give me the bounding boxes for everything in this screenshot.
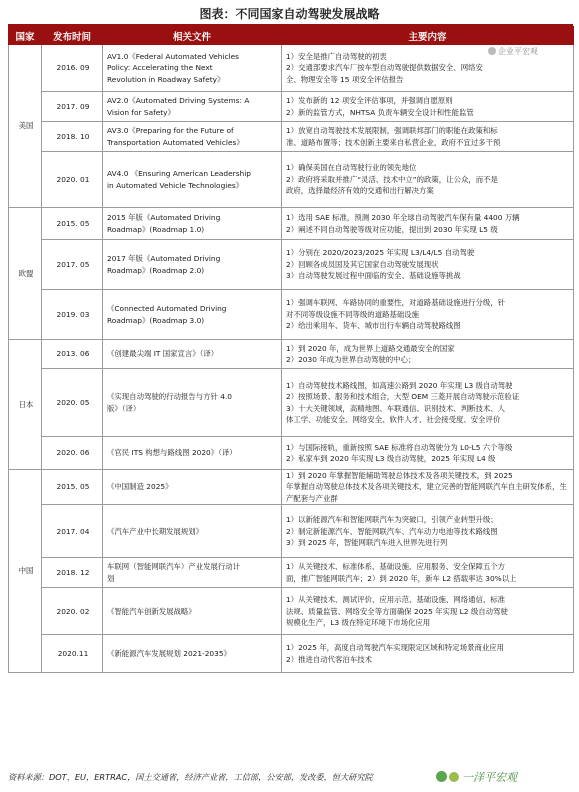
release-time-cell: 2017. 09 [42,92,103,122]
table-row [9,369,574,437]
document-line: Roadmap》(Roadmap 2.0) [107,265,205,275]
table-row [9,152,574,208]
release-time-cell: 2016. 09 [42,45,103,92]
content-cell [282,369,574,437]
content-line: 3）到 2025 年，智能网联汽车进入世界先进行列 [286,538,448,548]
wechat-logo-icon [436,771,447,782]
document-cell [103,505,282,558]
document-cell [103,369,282,437]
content-cell [282,588,574,635]
document-cell [103,240,282,290]
release-time-cell: 2020. 05 [42,369,103,437]
content-line: 1）与国际接轨，重新按照 SAE 标准将自动驾驶分为 L0-L5 六个等级 [286,442,513,452]
content-line: 全、物理安全等 15 项安全评估报告 [286,74,404,84]
content-line: 1）安全是推广自动驾驶的初衷 [286,51,387,61]
release-time-cell: 2015. 05 [42,470,103,505]
content-line: 1）确保美国在自动驾驶行业的领先地位 [286,163,417,173]
table-header-row [9,27,574,45]
document-line: Revolution in Roadway Safety》 [107,74,225,84]
header-document: 相关文件 [103,27,282,45]
content-line: 1）分别在 2020/2023/2025 年实现 L3/L4/L5 自动驾驶 [286,248,475,258]
table-row [9,340,574,369]
content-cell [282,122,574,152]
release-time-cell: 2020. 01 [42,152,103,208]
release-time-cell: 2013. 06 [42,340,103,369]
content-line: 2）推进自动代客泊车技术 [286,654,373,664]
content-line: 法规、质量监管、网络安全等方面确保 2025 年实现 L2 级自动驾驶 [286,606,508,616]
content-line: 1）到 2020 年，成为世界上道路交通最安全的国家 [286,343,455,353]
content-line: 2）制定新能源汽车、智能网联汽车、汽车动力电池等技术路线图 [286,526,498,536]
content-line: 2）私家车到 2020 年实现 L3 级自动驾驶，2025 年实现 L4 级 [286,454,496,463]
table-row [9,558,574,588]
document-line: 划 [107,573,115,583]
content-line: 2）交通部要求汽车厂按车型自动驾驶提供数据安全、网络安 [286,63,483,73]
country-cell: 日本 [9,340,42,470]
content-line: 2）按照场景、服务和技术组合，大型 OEM 三菱开展自动驾驶示范验证 [286,392,520,402]
document-line: AV4.0 《Ensuring American Leadership [107,169,251,179]
table-row [9,635,574,673]
document-cell [103,558,282,588]
content-line: 准、道路布置等；技术创新主要来自私营企业，政府不宜过多干预 [286,137,501,147]
content-line: 1）选用 SAE 标准，预测 2030 年全球自动驾驶汽车保有量 4400 万辆 [286,213,520,223]
header-content: 主要内容 [282,27,574,45]
table-row [9,470,574,505]
content-cell [282,152,574,208]
document-line: AV2.0《Automated Driving Systems: A [107,96,250,106]
content-cell [282,240,574,290]
logo-dot-icon [449,772,459,782]
document-cell [103,208,282,240]
content-line: 对不同等级设施不同等级的道路基础设施 [286,309,420,319]
content-line: 3）自动驾驶发展过程中面临的安全、基础设施等挑战 [286,271,461,281]
release-time-cell: 2020.11 [42,635,103,673]
content-line: 体工学、功能安全、网络安全、软件人才、社会接受度、安全评价 [286,414,501,424]
content-line: 1）从关键技术、测试评价、应用示范、基础设施、网络通信、标准 [286,595,506,605]
release-time-cell: 2018. 12 [42,558,103,588]
content-line: 1）放宽自动驾驶技术发展限制，强调联邦部门的职能在政策和标 [286,126,498,136]
content-line: 1）从关键技术、标准体系、基础设施、应用服务、安全保障五个方 [286,562,506,572]
content-line: 1）强调车联网、车路协同的重要性，对道路基础设施进行分级，针 [286,298,506,308]
content-line: 2）回顾各成员国及其它国家自动驾驶发展现状 [286,259,439,269]
watermark-text: 一洋平宏观 [462,771,517,784]
document-line: Policy: Accelerating the Next [107,63,213,73]
content-line: 1）以新能源汽车和智能网联汽车为突破口，引领产业转型升级； [286,515,498,525]
release-time-cell: 2017. 04 [42,505,103,558]
document-line: 《汽车产业中长期发展规划》 [107,526,204,536]
release-time-cell: 2015. 05 [42,208,103,240]
release-time-cell: 2019. 03 [42,290,103,340]
country-cell: 中国 [9,470,42,673]
document-cell [103,290,282,340]
figure-title: 图表：不同国家自动驾驶发展战略 [199,7,380,21]
table-row [9,92,574,122]
table-row [9,240,574,290]
release-time-cell: 2020. 02 [42,588,103,635]
document-line: Transportation Automated Vehicles》 [107,137,244,147]
document-line: 2017 年版《Automated Driving [107,254,221,264]
content-line: 2）阐述不同自动驾驶等级对应功能，提出到 2030 年实现 L5 级 [286,224,498,234]
document-line: AV1.0《Federal Automated Vehicles [107,51,240,61]
document-line: 《创建最尖端 IT 国家宣言》（译） [107,349,219,359]
content-line: 2）新的监管方式，NHTSA 负责车辆安全设计和性能监管 [286,107,474,117]
content-line: 3）十大关键领域，高精地图、车联通信、识别技术、判断技术、人 [286,403,506,413]
content-line: 1）2025 年，高度自动驾驶汽车实现限定区域和特定场景商业应用 [286,643,505,653]
release-time-cell: 2018. 10 [42,122,103,152]
table-row [9,208,574,240]
content-cell [282,470,574,505]
wechat-icon [488,47,496,55]
document-line: AV3.0《Preparing for the Future of [107,126,234,136]
content-cell [282,558,574,588]
header-country: 国家 [9,27,42,45]
document-line: Vision for Safety》 [107,107,175,117]
header-time: 发布时间 [42,27,103,45]
content-line: 1）到 2020 年掌握智能辅助驾驶总体技术及各项关键技术，到 2025 [286,471,513,480]
content-line: 规模化生产，L3 级在特定环境下市场化应用 [286,618,431,628]
table-row [9,290,574,340]
document-cell [103,588,282,635]
watermark-top: 企业平宏观 [488,46,538,57]
document-cell [103,470,282,505]
content-cell [282,635,574,673]
document-line: 《智能汽车创新发展战略》 [107,606,196,616]
watermark [436,769,517,785]
table-row [9,437,574,470]
table-row [9,588,574,635]
document-line: 《新能源汽车发展规划 2021-2035》 [107,649,231,659]
content-cell [282,437,574,470]
document-line: 车联网（智能网联汽车）产业发展行动计 [107,562,241,572]
strategy-table [8,26,574,673]
document-cell [103,152,282,208]
table-row [9,505,574,558]
content-line: 面，推广智能网联汽车；2）到 2020 年，新车 L2 搭载率达 30%以上 [286,573,517,583]
table-row [9,122,574,152]
content-cell [282,505,574,558]
release-time-cell: 2017. 05 [42,240,103,290]
document-cell [103,635,282,673]
source-text: 资料来源：DOT，EU，ERTRAC，国土交通省，经济产业省，工信部，公安部，发改委，恒大研究院 [8,772,373,782]
content-line: 1）发布新的 12 项安全评估事项，并强调自愿原则 [286,96,453,106]
document-cell [103,92,282,122]
document-line: 《实现自动驾驶的行动报告与方针 4.0 [107,392,232,402]
content-line: 年掌握自动驾驶总体技术及各项关键技术，建立完善的智能网联汽车自主研发体系，生产配套与产业群 [286,482,567,503]
document-line: in Automated Vehicle Technologies》 [107,180,244,190]
content-line: 2）2030 年成为世界自动驾驶的中心； [286,355,416,364]
document-line: 《Connected Automated Driving [107,304,227,314]
document-cell [103,437,282,470]
document-line: Roadmap》(Roadmap 1.0) [107,224,205,234]
release-time-cell: 2020. 06 [42,437,103,470]
document-line: 《官民 ITS 构想与路线图 2020》（译） [107,448,237,458]
content-cell [282,340,574,369]
document-line: 《中国制造 2025》 [107,482,173,492]
country-cell: 美国 [9,45,42,208]
document-line: 2015 年版《Automated Driving [107,213,221,223]
document-cell [103,122,282,152]
content-cell [282,92,574,122]
document-line: Roadmap》(Roadmap 3.0) [107,315,205,325]
content-cell [282,290,574,340]
content-line: 1）自动驾驶技术路线图，如高速公路到 2020 年实现 L3 级自动驾驶 [286,380,513,390]
document-line: 版》（译） [107,403,141,413]
table-body [9,45,574,673]
content-cell [282,208,574,240]
content-line: 2）政府将采取并推广“灵活、技术中立”的政策，让公众，而不是 [286,174,498,184]
content-line: 2）给出乘用车、货车、城市出行车辆自动驾驶路线图 [286,321,461,331]
document-cell [103,45,282,92]
document-cell [103,340,282,369]
content-line: 政府，选择最经济有效的交通和出行解决方案 [286,186,434,196]
country-cell: 欧盟 [9,208,42,340]
